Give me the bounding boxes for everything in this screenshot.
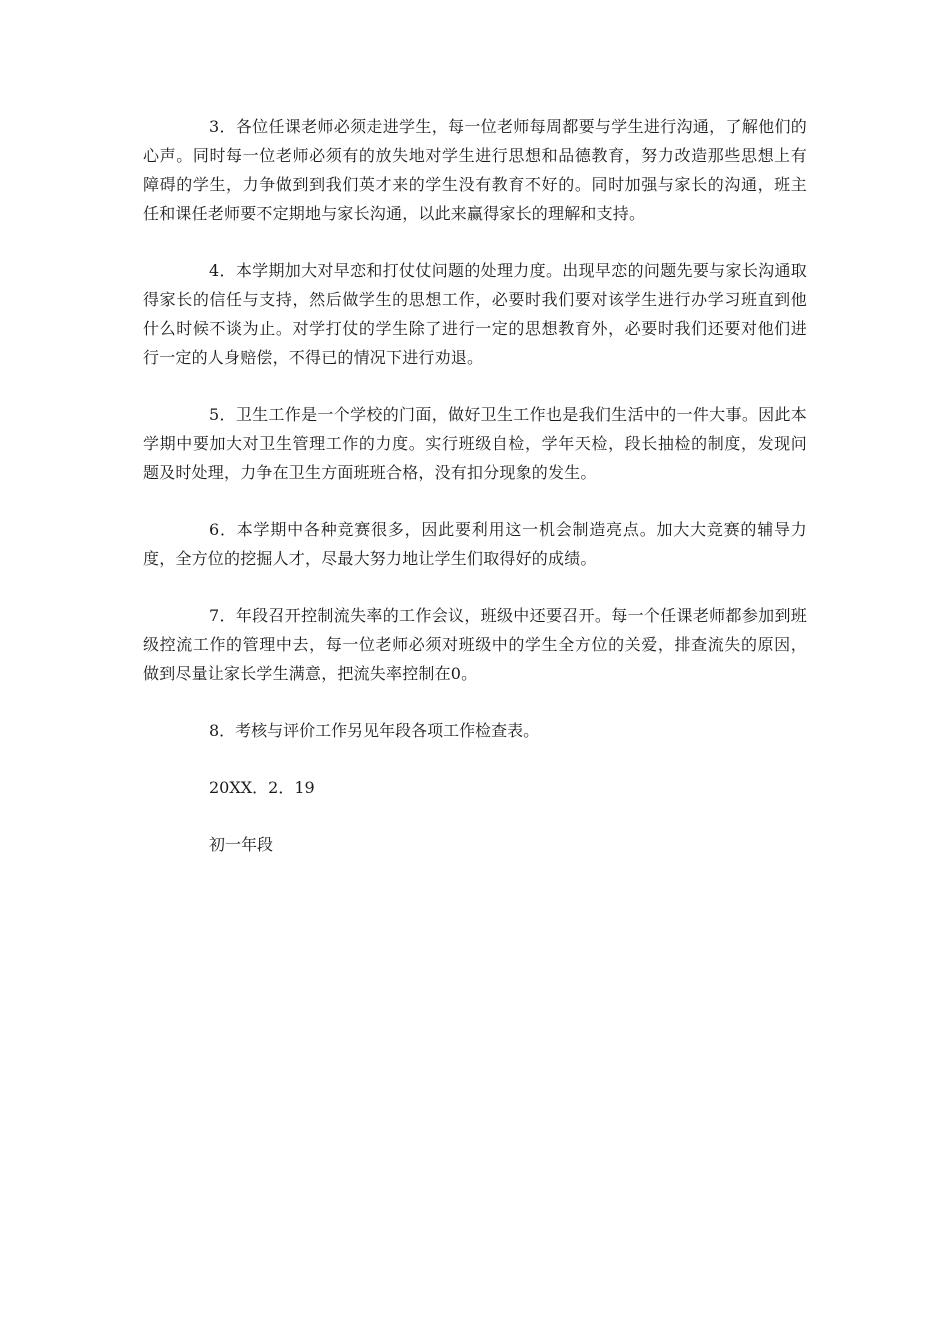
paragraph-item-3: 3．各位任课老师必须走进学生，每一位老师每周都要与学生进行沟通，了解他们的心声。同时每一位老师必须有的放失地对学生进行思想和品德教育，努力改造那些思想上有障碍的学生，力争做到到我们英才来的学生没有教育不好的。同时加强与家长的沟通，班主任和课任老师要不定期地与家长沟通，以此来赢得家长的理解和支持。 xyxy=(143,117,807,223)
paragraph-item-8: 8．考核与评价工作另见年段各项工作检查表。 xyxy=(209,721,540,740)
document-signature: 初一年段 xyxy=(209,835,274,854)
document-body xyxy=(143,112,807,887)
paragraph-item-4: 4．本学期加大对早恋和打仗仗问题的处理力度。出现早恋的问题先要与家长沟通取得家长的信任与支持，然后做学生的思想工作，必要时我们要对该学生进行办学习班直到他什么时候不谈为止。对学打仗的学生除了进行一定的思想教育外，必要时我们还要对他们进行一定的人身赔偿，不得已的情况下进行劝退。 xyxy=(143,261,807,367)
document-date: 20XX．2．19 xyxy=(209,778,315,797)
paragraph-item-7: 7．年段召开控制流失率的工作会议，班级中还要召开。每一个任课老师都参加到班级控流工作的管理中去，每一位老师必须对班级中的学生全方位的关爱，排查流失的原因，做到尽量让家长学生满意，把流失率控制在0。 xyxy=(143,606,807,683)
paragraph-item-6: 6．本学期中各种竞赛很多，因此要利用这一机会制造亮点。加大大竞赛的辅导力度，全方位的挖掘人才，尽最大努力地让学生们取得好的成绩。 xyxy=(143,520,807,568)
paragraph-item-5: 5．卫生工作是一个学校的门面，做好卫生工作也是我们生活中的一件大事。因此本学期中要加大对卫生管理工作的力度。实行班级自检，学年天检，段长抽检的制度，发现问题及时处理，力争在卫生方面班班合格，没有扣分现象的发生。 xyxy=(143,405,807,482)
